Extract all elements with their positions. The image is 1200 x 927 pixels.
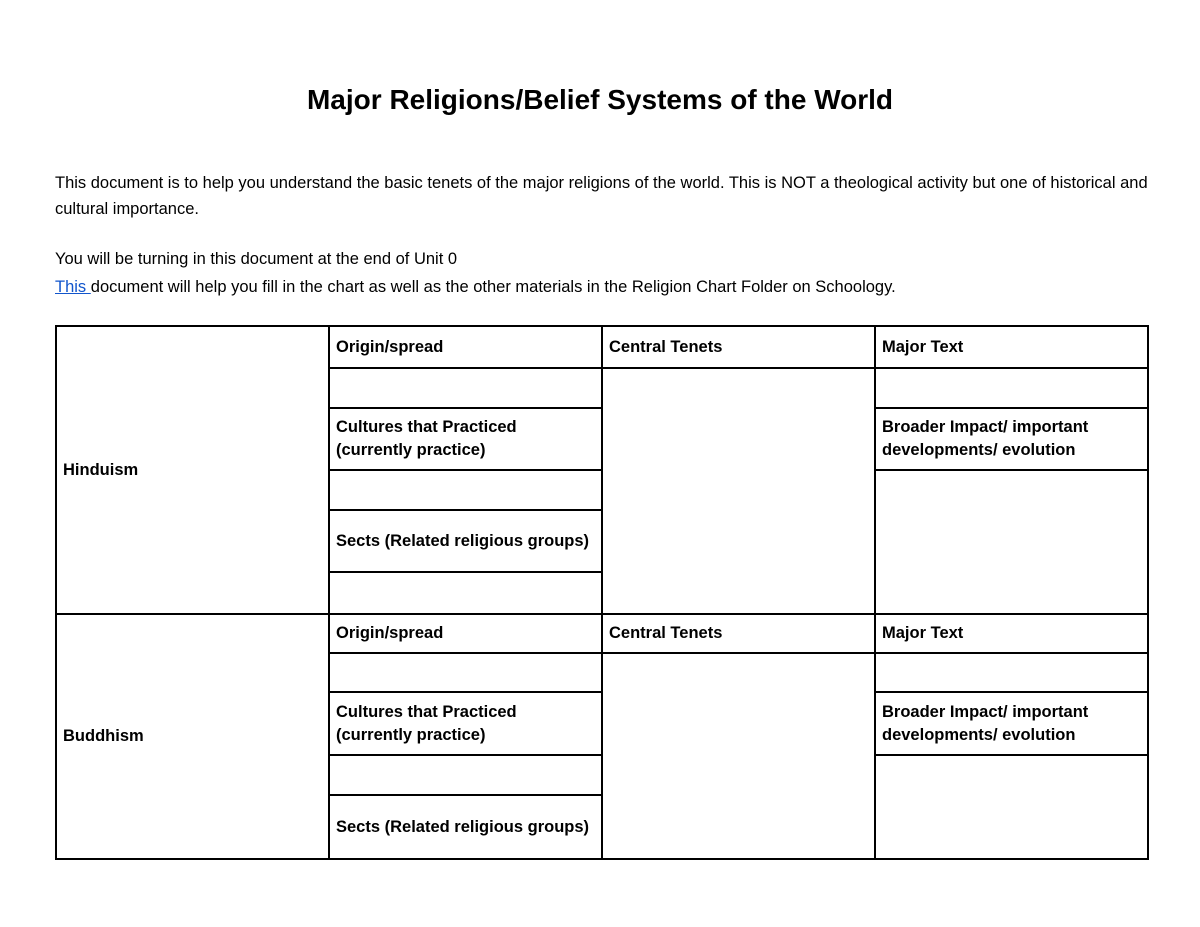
- major-text-answer-cell[interactable]: [875, 653, 1148, 692]
- tenets-header: Central Tenets: [602, 614, 875, 653]
- sects-header: Sects (Related religious groups): [329, 510, 602, 572]
- impact-header: Broader Impact/ important developments/ evolution: [875, 408, 1148, 470]
- origin-answer-cell[interactable]: [329, 368, 602, 408]
- resource-note: [55, 276, 896, 298]
- origin-header: Origin/spread: [329, 614, 602, 653]
- tenets-answer-cell[interactable]: [602, 653, 875, 859]
- impact-answer-cell[interactable]: [875, 755, 1148, 859]
- cultures-answer-cell[interactable]: [329, 755, 602, 795]
- sects-answer-cell[interactable]: [329, 572, 602, 614]
- impact-header: Broader Impact/ important developments/ evolution: [875, 692, 1148, 755]
- table-row: [56, 326, 1148, 368]
- religion-name-buddhism: Buddhism: [56, 614, 329, 859]
- resource-note-text: document will help you fill in the chart as well as the other materials in the Religion Chart Folder on Schoology.: [90, 278, 896, 296]
- table-row: [56, 614, 1148, 653]
- page-title: Major Religions/Belief Systems of the World: [306, 84, 894, 115]
- tenets-answer-cell[interactable]: [602, 368, 875, 614]
- major-text-answer-cell[interactable]: [875, 368, 1148, 408]
- cultures-header: Cultures that Practiced (currently practice): [329, 692, 602, 755]
- major-text-header: Major Text: [875, 614, 1148, 653]
- intro-paragraph: This document is to help you understand the basic tenets of the major religions of the world. This is NOT a theological activity but one of historical and cultural importance.: [55, 174, 1148, 218]
- cultures-header: Cultures that Practiced (currently practice): [329, 408, 602, 470]
- origin-answer-cell[interactable]: [329, 653, 602, 692]
- impact-answer-cell[interactable]: [875, 470, 1148, 614]
- religion-name-hinduism: Hinduism: [56, 326, 329, 614]
- document-link[interactable]: This: [55, 278, 91, 296]
- sects-header: Sects (Related religious groups): [329, 795, 602, 859]
- turn-in-note: You will be turning in this document at the end of Unit 0: [55, 250, 458, 268]
- major-text-header: Major Text: [875, 326, 1148, 368]
- origin-header: Origin/spread: [329, 326, 602, 368]
- tenets-header: Central Tenets: [602, 326, 875, 368]
- religion-chart: [55, 325, 1149, 860]
- cultures-answer-cell[interactable]: [329, 470, 602, 510]
